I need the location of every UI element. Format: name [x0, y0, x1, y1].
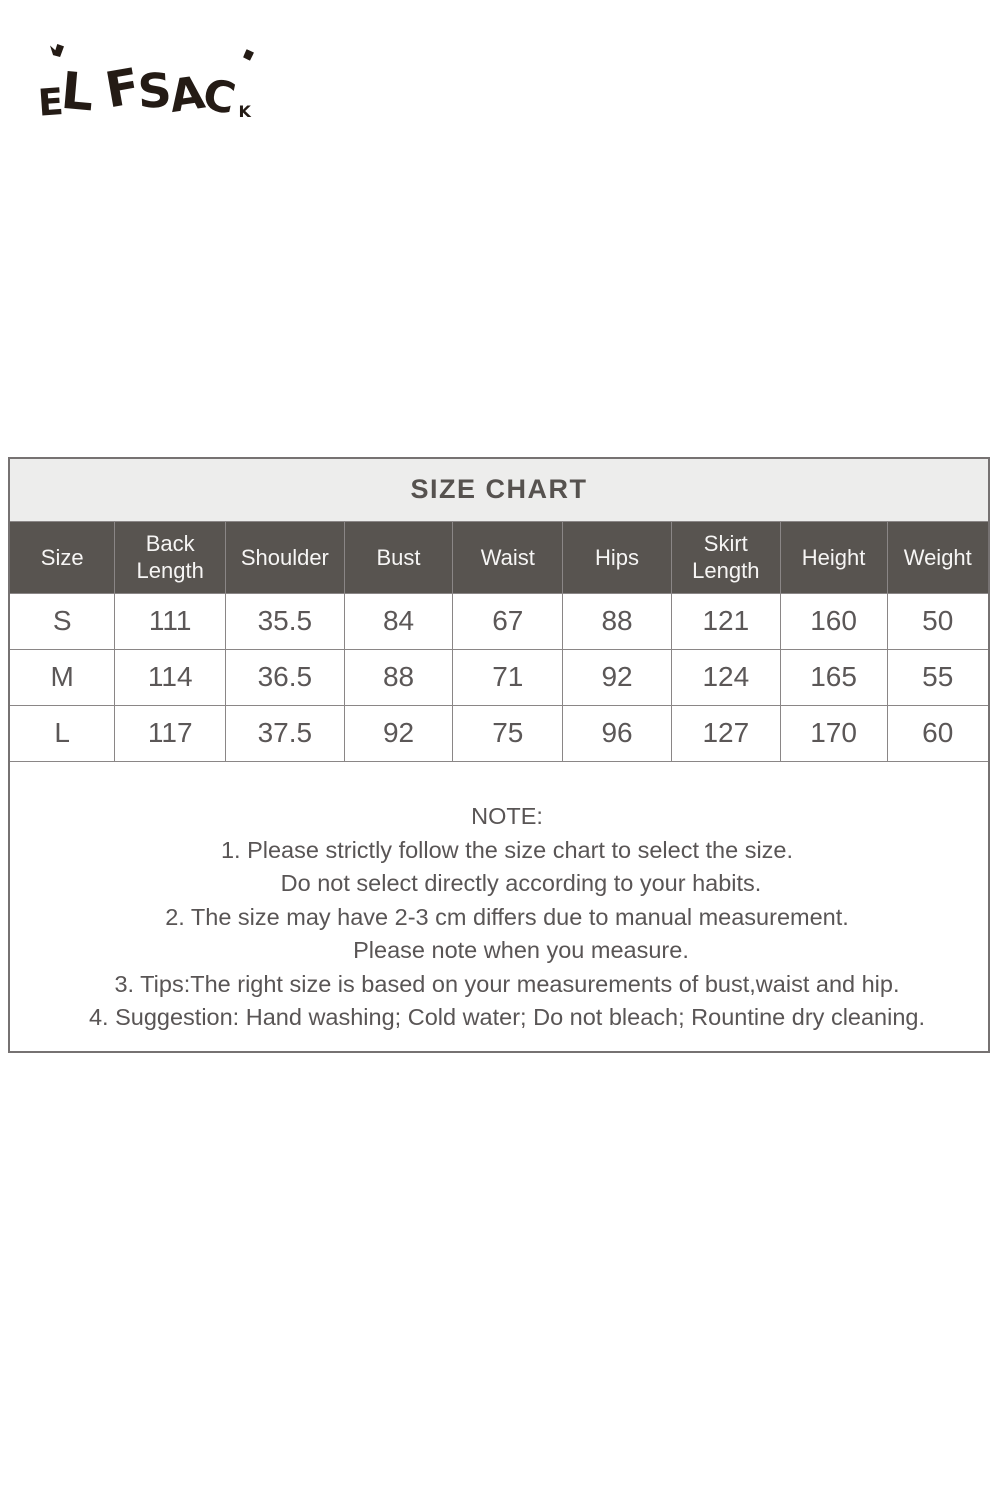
table-cell: 67 [453, 593, 563, 649]
note-line: 3. Tips:The right size is based on your measurements of bust,waist and hip. [114, 970, 900, 997]
table-cell: 170 [780, 705, 887, 761]
table-cell: 92 [563, 649, 672, 705]
table-cell: 37.5 [226, 705, 345, 761]
notes-heading: NOTE: [471, 803, 543, 829]
logo-letter: E [36, 80, 63, 125]
note-line: Do not select directly according to your habits. [280, 870, 762, 896]
table-cell: 117 [115, 705, 226, 761]
note-line: 4. Suggestion: Hand washing; Cold water; Do not bleach; Rountine dry cleaning. [88, 1004, 926, 1030]
table-row-size-s [9, 593, 989, 649]
table-cell: 55 [887, 649, 989, 705]
brand-logo [36, 48, 249, 125]
column-header-waist: Waist [453, 521, 563, 593]
size-chart-title: SIZE CHART [9, 458, 989, 521]
column-header-height: Height [780, 521, 887, 593]
note-line: Please note when you measure. [353, 937, 689, 963]
table-cell: 127 [671, 705, 780, 761]
logo-letter: L [58, 61, 95, 124]
logo-letter: S [136, 63, 172, 120]
logo-letter: K [238, 102, 249, 121]
table-cell: 88 [563, 593, 672, 649]
table-cell: 165 [780, 649, 887, 705]
column-header-size: Size [9, 521, 115, 593]
note-line: 2. The size may have 2-3 cm differs due to manual measurement. [165, 903, 849, 930]
table-cell: 96 [563, 705, 672, 761]
note-line: 1. Please strictly follow the size chart to select the size. [220, 836, 794, 863]
table-row-size-m [9, 649, 989, 705]
notes-section [9, 761, 989, 1052]
size-label: S [9, 593, 115, 649]
size-label: M [9, 649, 115, 705]
table-cell: 84 [344, 593, 453, 649]
size-label: L [9, 705, 115, 761]
logo-letter: A [166, 66, 207, 124]
logo-tick-icon [50, 44, 64, 57]
table-row-size-l [9, 705, 989, 761]
table-cell: 50 [887, 593, 989, 649]
table-cell: 36.5 [226, 649, 345, 705]
table-header-row [9, 521, 989, 593]
logo-dot-icon [243, 49, 255, 61]
table-title-row [9, 458, 989, 521]
table-cell: 71 [453, 649, 563, 705]
table-cell: 111 [115, 593, 226, 649]
table-cell: 75 [453, 705, 563, 761]
column-header-hips: Hips [563, 521, 672, 593]
table-notes-row [9, 761, 989, 1052]
size-chart-table [8, 457, 990, 1053]
column-header-shoulder: Shoulder [226, 521, 345, 593]
table-cell: 88 [344, 649, 453, 705]
column-header-bust: Bust [344, 521, 453, 593]
table-cell: 35.5 [226, 593, 345, 649]
column-header-back-length: Back Length [115, 521, 226, 593]
column-header-weight: Weight [887, 521, 989, 593]
table-cell: 121 [671, 593, 780, 649]
logo-letter: F [100, 57, 142, 120]
table-cell: 114 [115, 649, 226, 705]
table-cell: 92 [344, 705, 453, 761]
column-header-skirt-length: Skirt Length [671, 521, 780, 593]
logo-letter: C [198, 69, 238, 125]
table-cell: 124 [671, 649, 780, 705]
table-cell: 60 [887, 705, 989, 761]
table-cell: 160 [780, 593, 887, 649]
